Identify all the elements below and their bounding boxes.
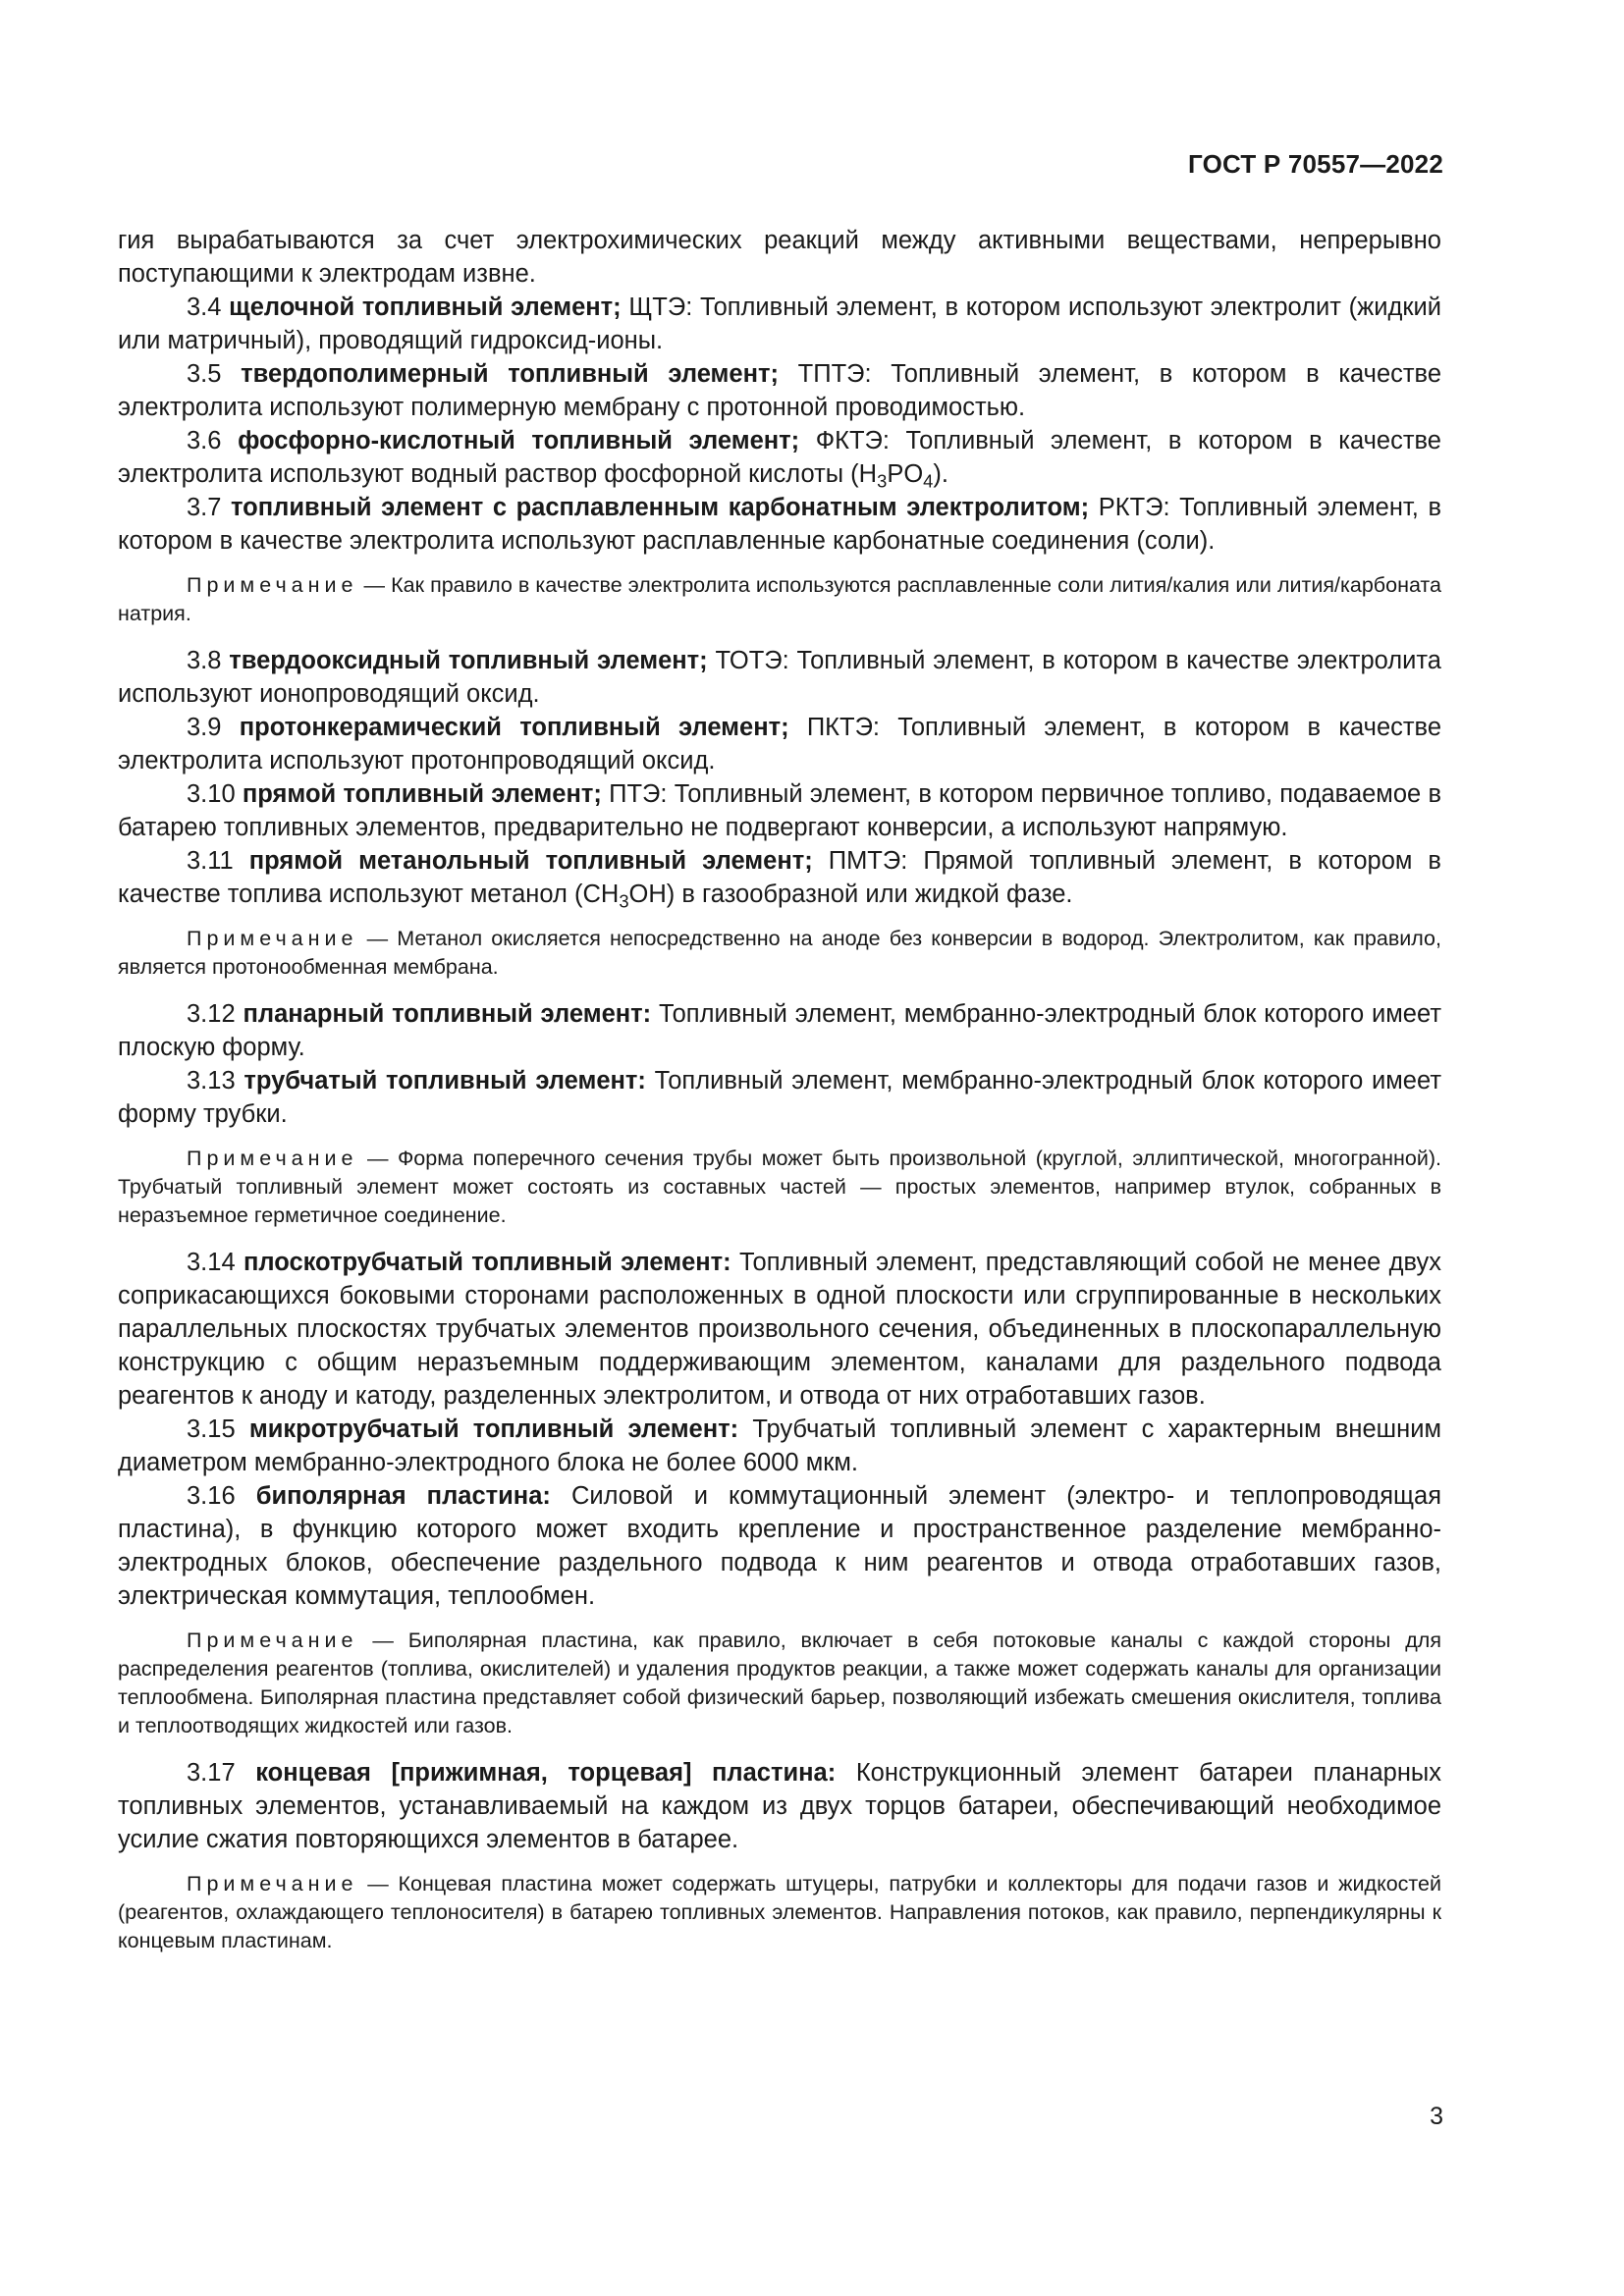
clause-number: 3.14 — [187, 1249, 236, 1276]
clause-number: 3.11 — [187, 847, 234, 875]
clause-number: 3.9 — [187, 714, 222, 741]
clause-definition: ФКТЭ: Топливный элемент, в котором в качестве электролита используют водный раствор фосфорной кислоты (H — [118, 427, 1441, 488]
note — [118, 1145, 1441, 1230]
clause-definition: ПТЭ: Топливный элемент, в котором первичное топливо, подаваемое в батарею топливных элементов, предварительно не подвергают конверсии, а используют напрямую. — [118, 780, 1442, 841]
clause-3-7 — [118, 491, 1441, 558]
clause-definition: ПКТЭ: Топливный элемент, в котором в качестве электролита используют протонпроводящий оксид. — [118, 714, 1441, 774]
note-label: Примечание — [187, 1872, 358, 1896]
clause-3-17 — [118, 1756, 1441, 1856]
note-label: Примечание — [187, 1629, 358, 1652]
note-label: Примечание — [187, 573, 358, 597]
note-text: — Как правило в качестве электролита используются расплавленные соли лития/калия или лития/карбоната натрия. — [118, 573, 1441, 625]
clause-3-15 — [118, 1413, 1441, 1479]
clause-term: протонкерамический топливный элемент; — [239, 714, 789, 741]
clause-3-6 — [118, 424, 1441, 491]
note — [118, 1627, 1441, 1740]
clause-3-5 — [118, 357, 1441, 424]
clause-term: планарный топливный элемент: — [243, 1000, 652, 1028]
note-text: — Форма поперечного сечения трубы может быть произвольной (круглой, эллиптической, многогранной). Трубчатый топливный элемент может состоять из составных частей — простых элементов, например втулок, собранных в неразъемное герметичное соединение. — [118, 1147, 1441, 1227]
clause-term: трубчатый топливный элемент: — [244, 1067, 646, 1095]
clause-definition: ТПТЭ: Топливный элемент, в котором в качестве электролита используют полимерную мембрану с протонной проводимостью. — [118, 360, 1442, 421]
clause-term: концевая [прижимная, торцевая] пластина: — [255, 1759, 837, 1787]
note-label: Примечание — [187, 927, 358, 950]
note-text: — Метанол окисляется непосредственно на аноде без конверсии в водород. Электролитом, как правило, является протонообменная мембрана. — [118, 927, 1441, 979]
clause-number: 3.12 — [187, 1000, 236, 1028]
clause-number: 3.15 — [187, 1415, 236, 1443]
clause-definition: Топливный элемент, мембранно-электродный блок которого имеет плоскую форму. — [118, 1000, 1442, 1061]
document-body — [118, 224, 1441, 1971]
clause-number: 3.13 — [187, 1067, 236, 1095]
note — [118, 571, 1441, 628]
clause-number: 3.17 — [187, 1759, 236, 1787]
clause-3-10 — [118, 777, 1441, 844]
clause-definition: Топливный элемент, мембранно-электродный блок которого имеет форму трубки. — [118, 1067, 1441, 1128]
clause-term: твердополимерный топливный элемент; — [241, 360, 779, 388]
clause-3-4 — [118, 291, 1441, 357]
clause-definition: ПМТЭ: Прямой топливный элемент, в котором в качестве топлива используют метанол (CH — [118, 847, 1441, 908]
clause-definition: Топливный элемент, представляющий собой не менее двух соприкасающихся боковыми сторонами расположенных в одной плоскости или сгруппированные в нескольких параллельных плоскостях трубчатых элементов произвольного сечения, объединенных в плоскопараллельную конструкцию с общим неразъемным поддерживающим элементом, каналами для раздельного подвода реагентов к аноду и катоду, разделенных электролитом, и отвода от них отработавших газов. — [118, 1249, 1441, 1410]
clause-3-13 — [118, 1064, 1441, 1131]
clause-number: 3.6 — [187, 427, 222, 454]
clause-definition: ТОТЭ: Топливный элемент, в котором в качестве электролита используют ионопроводящий оксид. — [118, 647, 1441, 708]
note-label: Примечание — [187, 1147, 358, 1170]
clause-definition-part: ). — [933, 460, 948, 488]
clause-number: 3.5 — [187, 360, 222, 388]
clause-definition: Конструкционный элемент батареи планарных топливных элементов, устанавливаемый на каждом из двух торцов батареи, обеспечивающий необходимое усилие сжатия повторяющихся элементов в батарее. — [118, 1759, 1441, 1853]
clause-3-12 — [118, 997, 1441, 1064]
subscript: 3 — [619, 890, 629, 912]
clause-term: микротрубчатый топливный элемент: — [248, 1415, 739, 1443]
clause-3-16 — [118, 1479, 1441, 1613]
clause-definition: Трубчатый топливный элемент с характерным внешним диаметром мембранно-электродного блока не более 6000 мкм. — [118, 1415, 1441, 1476]
clause-definition: ЩТЭ: Топливный элемент, в котором используют электролит (жидкий или матричный), проводящий гидроксид-ионы. — [118, 294, 1441, 354]
clause-3-9 — [118, 711, 1441, 777]
clause-number: 3.4 — [187, 294, 222, 321]
clause-3-14 — [118, 1246, 1441, 1413]
clause-number: 3.7 — [187, 494, 222, 521]
note-text: — Биполярная пластина, как правило, включает в себя потоковые каналы с каждой стороны для распределения реагентов (топлива, окислителей) и удаления продуктов реакции, а также может содержать каналы для организации теплообмена. Биполярная пластина представляет собой физический барьер, позволяющий избежать смешения окислителя, топлива и теплоотводящих жидкостей или газов. — [118, 1629, 1441, 1737]
clause-definition-part: PO — [887, 460, 924, 488]
clause-definition: РКТЭ: Топливный элемент, в котором в качестве электролита используют расплавленные карбонатные соединения (соли). — [118, 494, 1441, 555]
standard-designation: ГОСТ Р 70557—2022 — [1188, 149, 1443, 179]
clause-3-8 — [118, 644, 1441, 711]
clause-definition-part: OH) в газообразной или жидкой фазе. — [628, 881, 1073, 908]
clause-term: твердооксидный топливный элемент; — [229, 647, 708, 674]
subscript: 4 — [923, 470, 934, 492]
clause-term: щелочной топливный элемент; — [229, 294, 622, 321]
note — [118, 1870, 1441, 1955]
clause-term: фосфорно-кислотный топливный элемент; — [238, 427, 800, 454]
clause-number: 3.10 — [187, 780, 236, 808]
page-header — [1188, 149, 1443, 180]
clause-term: плоскотрубчатый топливный элемент: — [243, 1249, 731, 1276]
page-number: 3 — [1430, 2103, 1443, 2130]
clause-term: прямой топливный элемент; — [242, 780, 602, 808]
continuation-paragraph: гия вырабатываются за счет электрохимических реакций между активными веществами, непрерывно поступающими к электродам извне. — [118, 227, 1441, 288]
clause-definition: Силовой и коммутационный элемент (электро- и теплопроводящая пластина), в функцию которого может входить крепление и пространственное разделение мембранно-электродных блоков, обеспечение раздельного подвода к ним реагентов и отвода отработавших газов, электрическая коммутация, теплообмен. — [118, 1482, 1441, 1610]
clause-term: топливный элемент с расплавленным карбонатным электролитом; — [231, 494, 1090, 521]
note-text: — Концевая пластина может содержать штуцеры, патрубки и коллекторы для подачи газов и жидкостей (реагентов, охлаждающего теплоносителя) в батарею топливных элементов. Направления потоков, как правило, перпендикулярны к концевым пластинам. — [118, 1872, 1441, 1952]
clause-number: 3.16 — [187, 1482, 236, 1510]
subscript: 3 — [877, 470, 888, 492]
clause-term: прямой метанольный топливный элемент; — [248, 847, 813, 875]
note — [118, 925, 1441, 982]
clause-term: биполярная пластина: — [255, 1482, 551, 1510]
clause-number: 3.8 — [187, 647, 222, 674]
clause-3-11 — [118, 844, 1441, 911]
